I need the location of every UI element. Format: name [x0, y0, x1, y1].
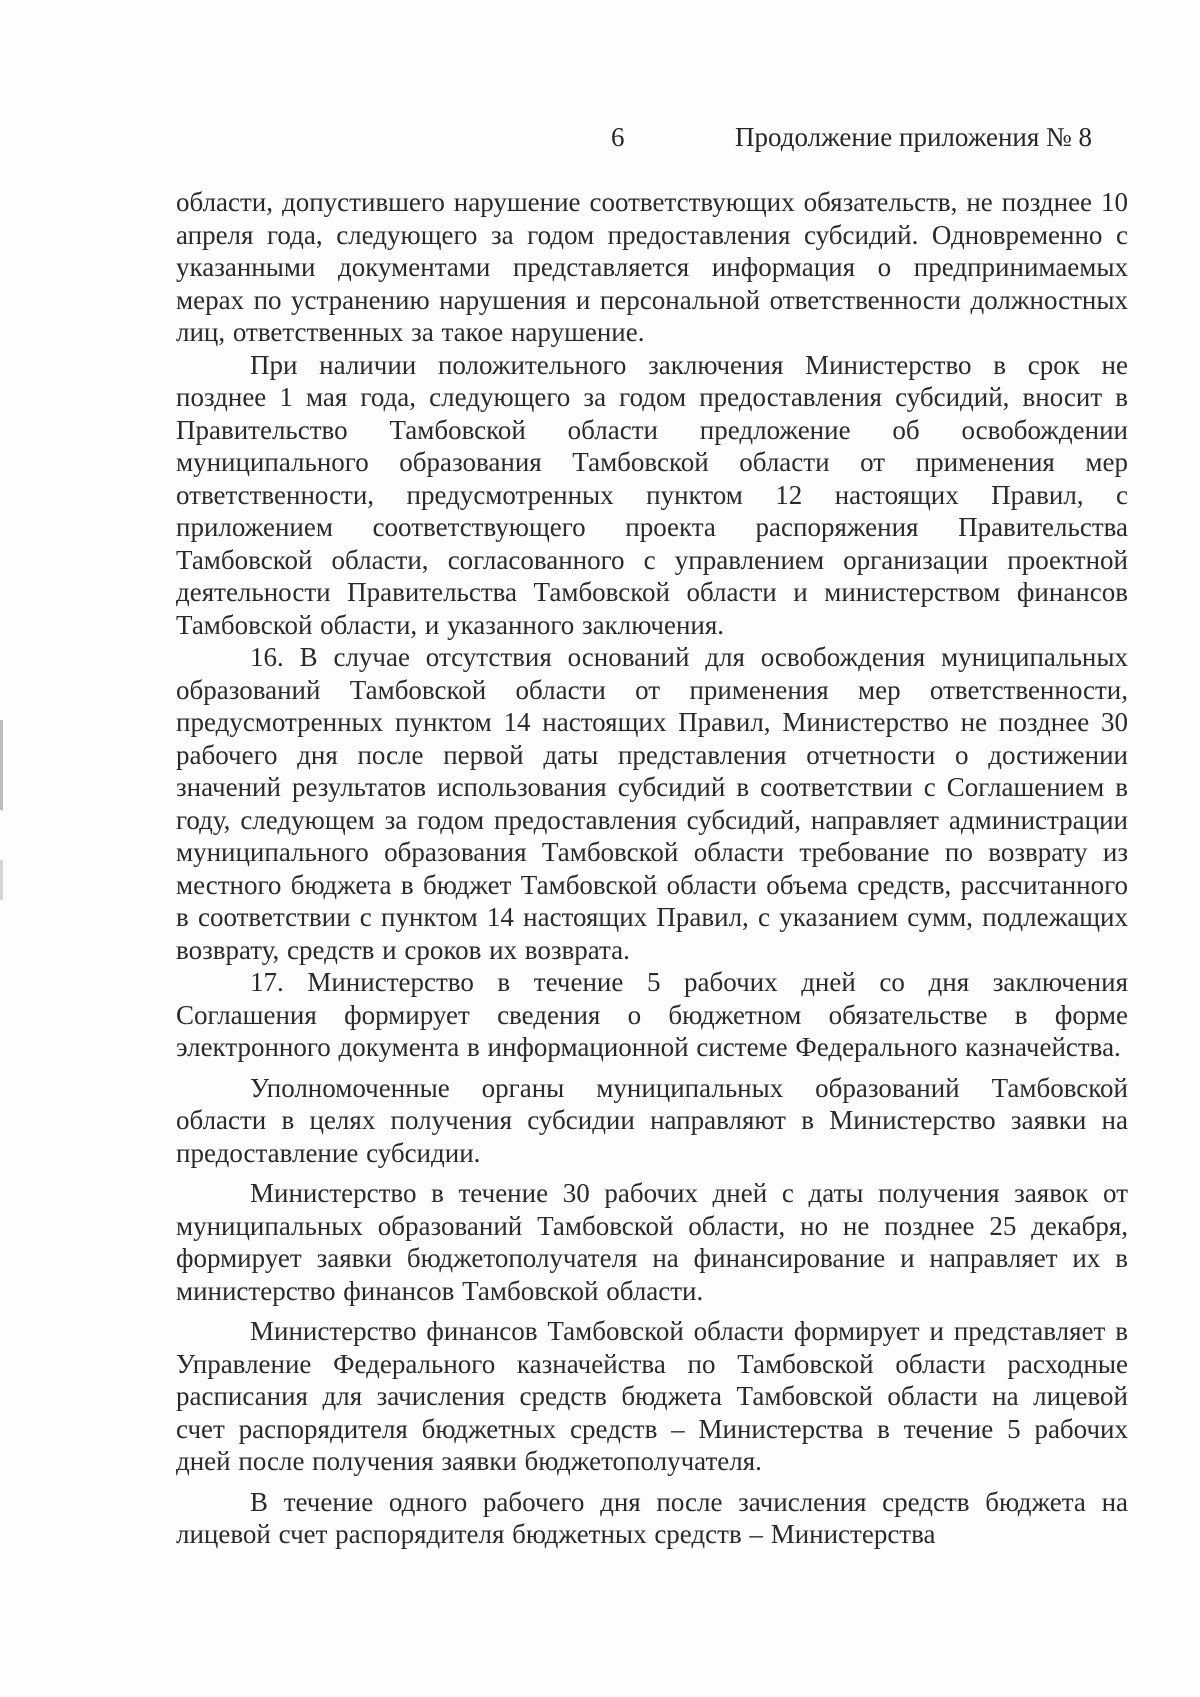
continuation-label: Продолжение приложения № 8 [735, 122, 1093, 152]
paragraph: При наличии положительного заключения Министерство в срок не позднее 1 мая года, следующего за годом предоставления субсидий, вносит в Правительство Тамбовской области предложение об освобождении муниципального образования Тамбовской области от применения мер ответственности, предусмотренных пунктом 12 настоящих Правил, с приложением соответствующего проекта распоряжения Правительства Тамбовской области, согласованного с управлением организации проектной деятельности Правительства Тамбовской области и министерством финансов Тамбовской области, и указанного заключения. [176, 349, 1128, 640]
page-number: 6 [611, 122, 625, 152]
paragraph: 16. В случае отсутствия оснований для освобождения муниципальных образований Тамбовской области от применения мер ответственности, предусмотренных пунктом 14 настоящих Правил, Министерство не позднее 30 рабочего дня после первой даты представления отчетности о достижении значений результатов использования субсидий в соответствии с Соглашением в году, следующем за годом предоставления субсидий, направляет администрации муниципального образования Тамбовской области требование по возврату из местного бюджета в бюджет Тамбовской области объема средств, рассчитанного в соответствии с пунктом 14 настоящих Правил, с указанием сумм, подлежащих возврату, средств и сроков их возврата. [176, 642, 1128, 965]
paragraph: Уполномоченные органы муниципальных образований Тамбовской области в целях получения субсидии направляют в Министерство заявки на предоставление субсидии. [176, 1072, 1128, 1168]
paragraph: области, допустившего нарушение соответствующих обязательств, не позднее 10 апреля года, следующего за годом предоставления субсидий. Одновременно с указанными документами представляется информация о предпринимаемых мерах по устранению нарушения и персональной ответственности должностных лиц, ответственных за такое нарушение. [176, 187, 1128, 347]
paragraph: Министерство финансов Тамбовской области формирует и представляет в Управление Федерального казначейства по Тамбовской области расходные расписания для зачисления средств бюджета Тамбовской области на лицевой счет распорядителя бюджетных средств – Министерства в течение 5 рабочих дней после получения заявки бюджетополучателя. [176, 1316, 1128, 1476]
document-body [176, 186, 1128, 1551]
paragraph: Министерство в течение 30 рабочих дней с даты получения заявок от муниципальных образований Тамбовской области, но не позднее 25 декабря, формирует заявки бюджетополучателя на финансирование и направляет их в министерство финансов Тамбовской области. [176, 1178, 1128, 1306]
paragraph: 17. Министерство в течение 5 рабочих дней со дня заключения Соглашения формирует сведения о бюджетном обязательстве в форме электронного документа в информационной системе Федерального казначейства. [176, 967, 1128, 1062]
scan-edge-mark [0, 860, 3, 900]
scan-edge-mark [0, 720, 3, 810]
paragraph: В течение одного рабочего дня после зачисления средств бюджета на лицевой счет распорядителя бюджетных средств – Министерства [176, 1486, 1128, 1549]
page-header [0, 122, 1200, 162]
